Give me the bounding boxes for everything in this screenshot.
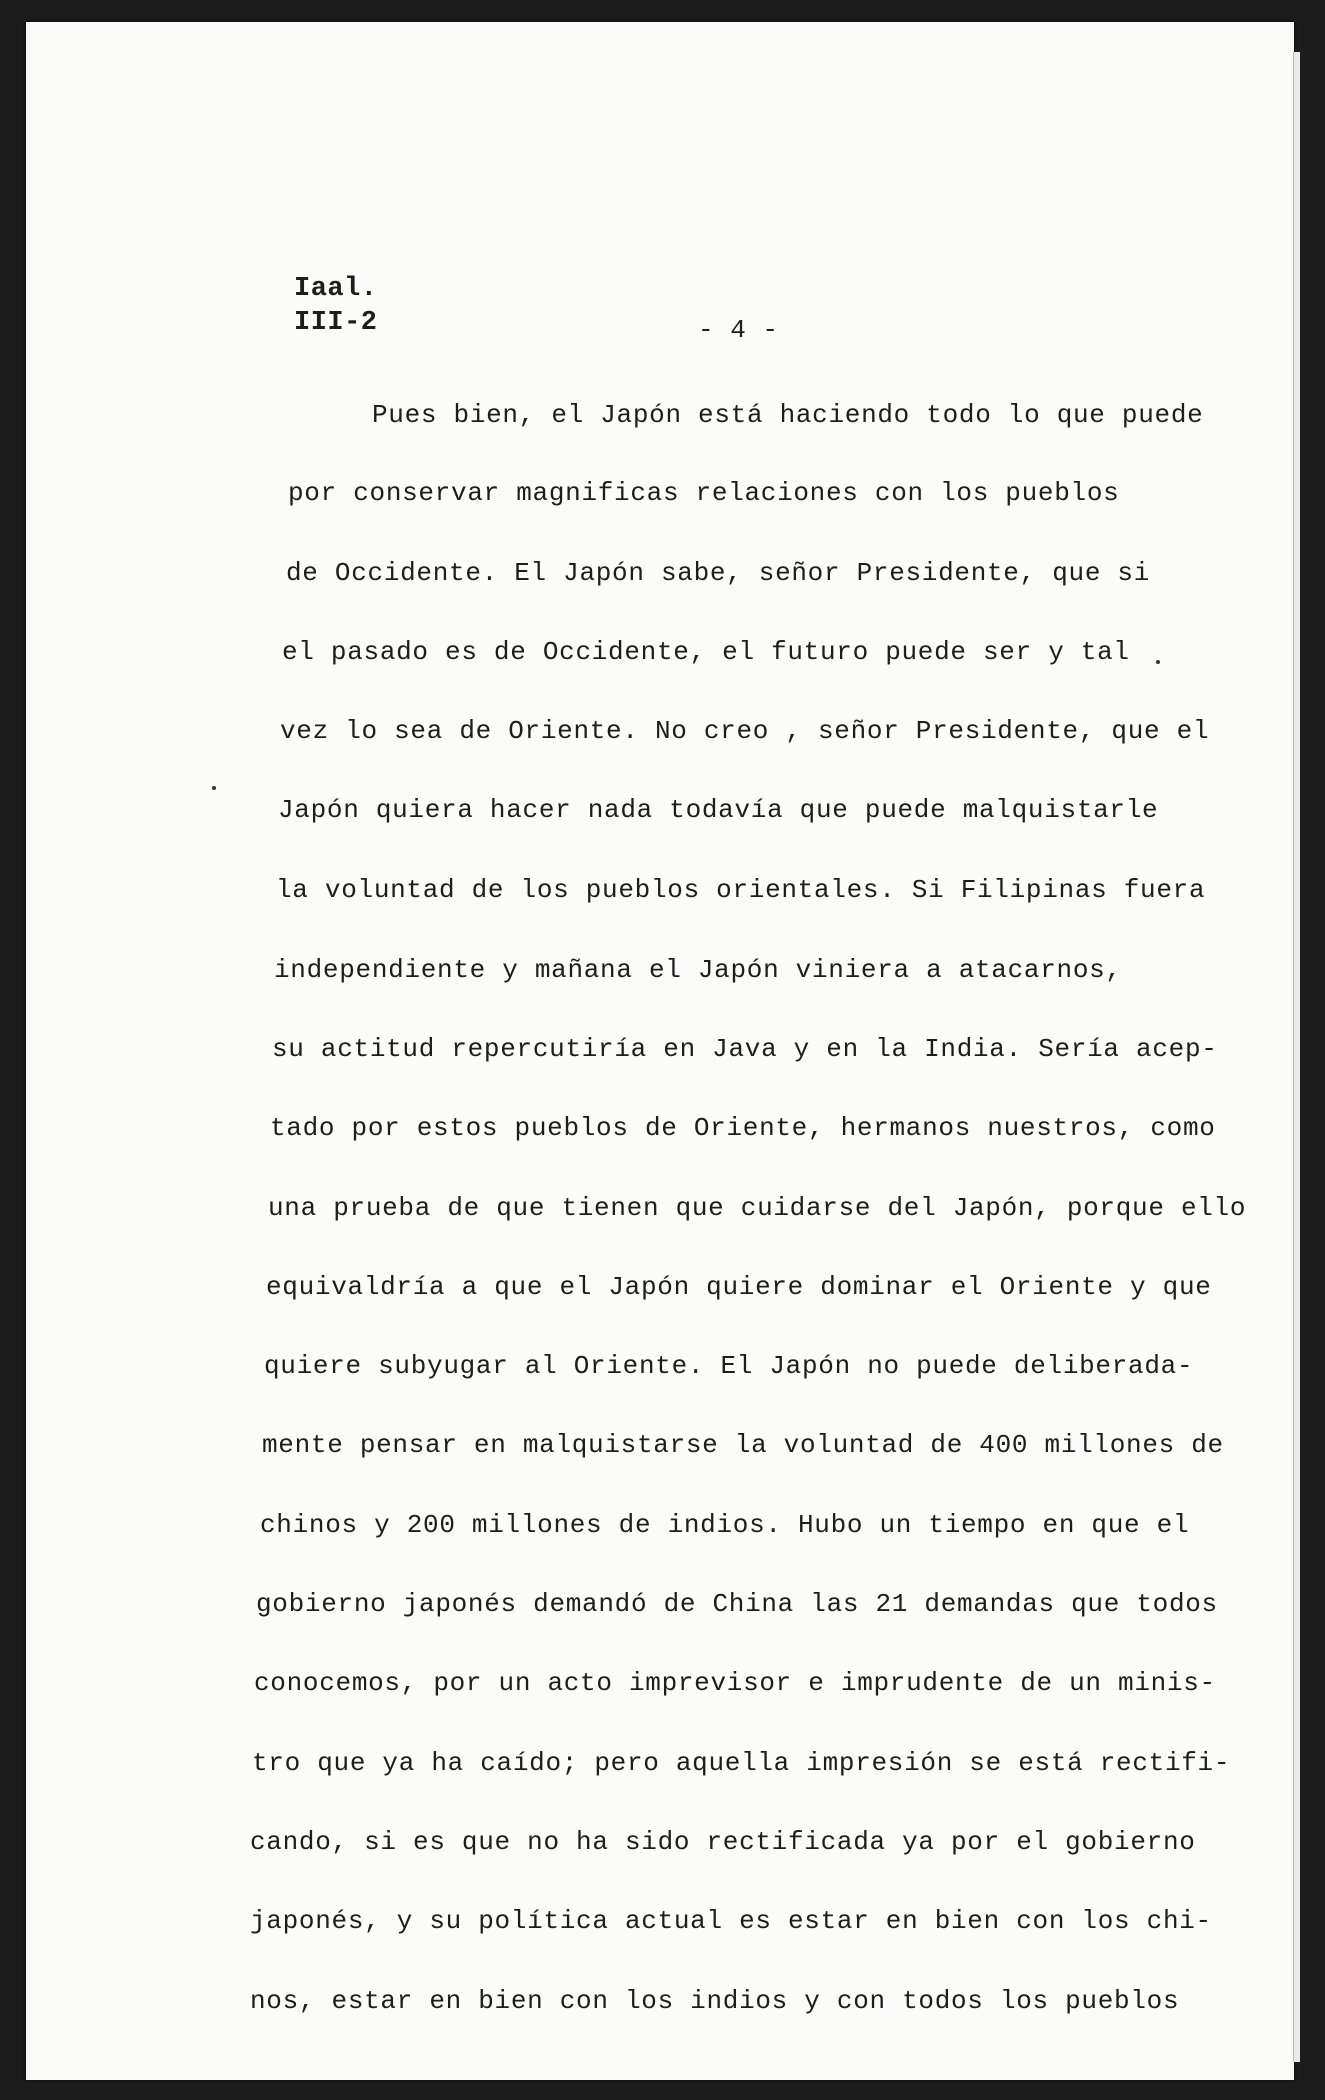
page-number: - 4 -: [698, 315, 779, 345]
text-line: vez lo sea de Oriente. No creo , señor Presidente, que el: [280, 716, 1210, 746]
text-line: conocemos, por un acto imprevisor e imprudente de un minis-: [254, 1668, 1216, 1698]
ink-speck: [1156, 660, 1160, 664]
text-line: quiere subyugar al Oriente. El Japón no puede deliberada-: [264, 1351, 1194, 1381]
text-line: mente pensar en malquistarse la voluntad de 400 millones de: [262, 1430, 1224, 1460]
text-line: su actitud repercutiría en Java y en la India. Sería acep-: [272, 1034, 1218, 1064]
text-line: una prueba de que tienen que cuidarse del Japón, porque ello: [268, 1193, 1247, 1223]
text-line: gobierno japonés demandó de China las 21 demandas que todos: [256, 1589, 1218, 1619]
text-line: Pues bien, el Japón está haciendo todo lo que puede: [372, 400, 1204, 430]
ink-speck: [212, 786, 216, 790]
text-line: cando, si es que no ha sido rectificada ya por el gobierno: [250, 1827, 1196, 1857]
text-line: nos, estar en bien con los indios y con todos los pueblos: [250, 1986, 1180, 2016]
text-line: la voluntad de los pueblos orientales. Si Filipinas fuera: [276, 875, 1206, 905]
text-line: japonés, y su política actual es estar en bien con los chi-: [250, 1906, 1212, 1936]
text-line: chinos y 200 millones de indios. Hubo un tiempo en que el: [260, 1510, 1190, 1540]
reference-line-2: III-2: [294, 308, 378, 338]
text-line: tro que ya ha caído; pero aquella impresión se está rectifi-: [252, 1748, 1231, 1778]
text-line: tado por estos pueblos de Oriente, hermanos nuestros, como: [270, 1113, 1216, 1143]
text-line: por conservar magnificas relaciones con los pueblos: [288, 478, 1120, 508]
text-line: el pasado es de Occidente, el futuro puede ser y tal: [282, 637, 1130, 667]
text-line: independiente y mañana el Japón viniera a atacarnos,: [274, 955, 1122, 985]
reference-line-1: Iaal.: [294, 274, 378, 304]
text-line: equivaldría a que el Japón quiere dominar el Oriente y que: [266, 1272, 1212, 1302]
text-line: de Occidente. El Japón sabe, señor Presidente, que si: [286, 558, 1151, 588]
text-line: Japón quiera hacer nada todavía que puede malquistarle: [278, 795, 1159, 825]
